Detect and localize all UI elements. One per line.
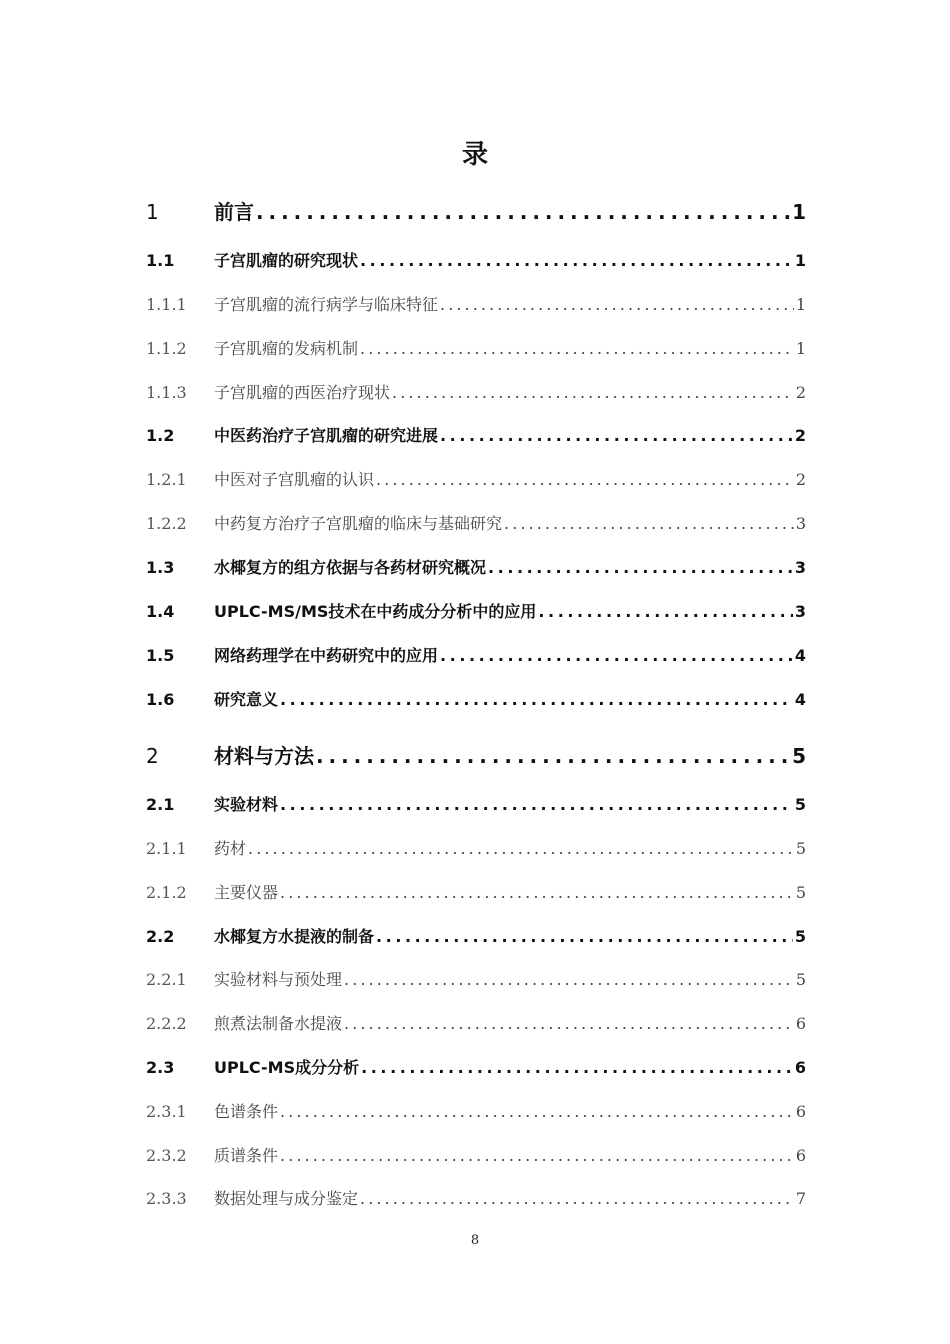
toc-leader bbox=[392, 383, 794, 402]
toc-leader bbox=[376, 470, 794, 489]
toc-number: 1.1 bbox=[146, 251, 175, 270]
toc-title: 主要仪器 bbox=[214, 883, 279, 902]
toc-leader bbox=[504, 514, 794, 533]
toc-number: 1.1.3 bbox=[146, 383, 187, 402]
toc-entry[interactable] bbox=[146, 511, 806, 534]
toc-leader bbox=[361, 1058, 793, 1077]
toc-leader bbox=[280, 1102, 794, 1121]
toc-page: 2 bbox=[795, 383, 806, 402]
toc-page: 2 bbox=[795, 470, 806, 489]
toc-number: 1.6 bbox=[146, 690, 175, 709]
toc-number: 1.4 bbox=[146, 602, 175, 621]
toc-leader bbox=[440, 295, 794, 314]
toc-number: 1.2.1 bbox=[146, 470, 187, 489]
toc-entry[interactable] bbox=[146, 1186, 806, 1209]
toc-leader bbox=[248, 839, 794, 858]
toc-number: 2.2.1 bbox=[146, 970, 187, 989]
toc-page: 5 bbox=[794, 927, 806, 946]
toc-entry[interactable] bbox=[146, 740, 806, 769]
toc-page: 1 bbox=[792, 200, 806, 224]
toc-leader bbox=[280, 795, 793, 814]
toc-title: UPLC-MS成分分析 bbox=[214, 1058, 360, 1077]
toc-title: UPLC-MS/MS技术在中药成分分析中的应用 bbox=[214, 602, 537, 621]
toc-page: 3 bbox=[794, 558, 806, 577]
toc-number: 2.1.2 bbox=[146, 883, 187, 902]
toc-entry[interactable] bbox=[146, 687, 806, 710]
toc-title: 数据处理与成分鉴定 bbox=[214, 1189, 359, 1208]
toc-number: 2.3.2 bbox=[146, 1146, 187, 1165]
toc-page: 5 bbox=[795, 970, 806, 989]
toc-entry[interactable] bbox=[146, 248, 806, 271]
toc-title: 药材 bbox=[214, 839, 247, 858]
toc-entry[interactable] bbox=[146, 1055, 806, 1078]
toc-title: 子宫肌瘤的发病机制 bbox=[214, 339, 359, 358]
toc-page: 5 bbox=[792, 744, 806, 768]
toc-page: 4 bbox=[794, 646, 806, 665]
toc-number: 1.2.2 bbox=[146, 514, 187, 533]
toc-leader bbox=[344, 1014, 794, 1033]
toc-entry[interactable] bbox=[146, 555, 806, 578]
toc-entry[interactable] bbox=[146, 836, 806, 859]
toc-leader bbox=[376, 927, 793, 946]
toc-leader bbox=[360, 251, 793, 270]
toc-leader bbox=[256, 200, 790, 224]
toc-leader bbox=[360, 339, 794, 358]
toc-number: 2.1.1 bbox=[146, 839, 187, 858]
toc-page: 5 bbox=[794, 795, 806, 814]
toc-leader bbox=[440, 426, 793, 445]
toc-leader bbox=[344, 970, 794, 989]
toc-page: 1 bbox=[795, 295, 806, 314]
toc-leader bbox=[360, 1189, 794, 1208]
toc-entry[interactable] bbox=[146, 880, 806, 903]
toc-entry[interactable] bbox=[146, 423, 806, 446]
toc-number: 1.2 bbox=[146, 426, 175, 445]
toc-page: 1 bbox=[795, 339, 806, 358]
toc-title: 煎煮法制备水提液 bbox=[214, 1014, 343, 1033]
toc-leader bbox=[280, 883, 794, 902]
toc-title: 子宫肌瘤的西医治疗现状 bbox=[214, 383, 391, 402]
toc-title: 中医对子宫肌瘤的认识 bbox=[214, 470, 375, 489]
toc-number: 1.1.2 bbox=[146, 339, 187, 358]
toc-number: 1.1.1 bbox=[146, 295, 187, 314]
toc-leader bbox=[280, 690, 793, 709]
toc-entry[interactable] bbox=[146, 643, 806, 666]
toc-page: 3 bbox=[794, 602, 806, 621]
toc-number: 2.3.1 bbox=[146, 1102, 187, 1121]
toc-entry[interactable] bbox=[146, 1011, 806, 1034]
toc-leader bbox=[440, 646, 793, 665]
toc-entry[interactable] bbox=[146, 1099, 806, 1122]
toc-number: 2.3 bbox=[146, 1058, 175, 1077]
toc-page: 3 bbox=[795, 514, 806, 533]
toc-entry[interactable] bbox=[146, 967, 806, 990]
toc-page: 7 bbox=[795, 1189, 806, 1208]
toc-page: 1 bbox=[794, 251, 806, 270]
toc-page: 6 bbox=[795, 1014, 806, 1033]
toc-title: 中医药治疗子宫肌瘤的研究进展 bbox=[214, 426, 439, 445]
toc-page: 5 bbox=[795, 883, 806, 902]
toc-title: 前言 bbox=[214, 200, 254, 224]
toc-number: 2.2.2 bbox=[146, 1014, 187, 1033]
toc-number: 2.2 bbox=[146, 927, 175, 946]
toc-entry[interactable] bbox=[146, 380, 806, 403]
toc-title: 中药复方治疗子宫肌瘤的临床与基础研究 bbox=[214, 514, 503, 533]
toc-title: 质谱条件 bbox=[214, 1146, 279, 1165]
toc-page: 6 bbox=[794, 1058, 806, 1077]
toc-title: 网络药理学在中药研究中的应用 bbox=[214, 646, 439, 665]
toc-title: 子宫肌瘤的流行病学与临床特征 bbox=[214, 295, 439, 314]
toc-entry[interactable] bbox=[146, 292, 806, 315]
toc-number: 1.3 bbox=[146, 558, 175, 577]
toc-entry[interactable] bbox=[146, 924, 806, 947]
toc-entry[interactable] bbox=[146, 196, 806, 225]
toc-leader bbox=[538, 602, 792, 621]
toc-page: 5 bbox=[795, 839, 806, 858]
toc-leader bbox=[280, 1146, 794, 1165]
toc-number: 2 bbox=[146, 744, 159, 768]
toc-title: 色谱条件 bbox=[214, 1102, 279, 1121]
toc-page: 6 bbox=[795, 1102, 806, 1121]
toc-title: 水椰复方的组方依据与各药材研究概况 bbox=[214, 558, 487, 577]
toc-leader bbox=[488, 558, 793, 577]
toc-title: 材料与方法 bbox=[214, 744, 314, 768]
toc-title: 水椰复方水提液的制备 bbox=[214, 927, 375, 946]
toc-entry[interactable] bbox=[146, 336, 806, 359]
toc-number: 2.1 bbox=[146, 795, 175, 814]
toc-title: 实验材料与预处理 bbox=[214, 970, 343, 989]
toc-number: 2.3.3 bbox=[146, 1189, 187, 1208]
toc-number: 1.5 bbox=[146, 646, 175, 665]
toc-page: 2 bbox=[794, 426, 806, 445]
toc-page: 6 bbox=[795, 1146, 806, 1165]
page-number: 8 bbox=[470, 1233, 480, 1248]
toc-entry[interactable] bbox=[146, 599, 806, 622]
toc-title: 研究意义 bbox=[214, 690, 279, 709]
toc-entry[interactable] bbox=[146, 467, 806, 490]
toc-number: 1 bbox=[146, 200, 159, 224]
toc-title: 实验材料 bbox=[214, 795, 279, 814]
toc-page: 4 bbox=[794, 690, 806, 709]
toc-entry[interactable] bbox=[146, 792, 806, 815]
toc-title: 子宫肌瘤的研究现状 bbox=[214, 251, 359, 270]
toc-leader bbox=[316, 744, 790, 768]
toc-entry[interactable] bbox=[146, 1143, 806, 1166]
page-title: 录 bbox=[461, 140, 488, 170]
